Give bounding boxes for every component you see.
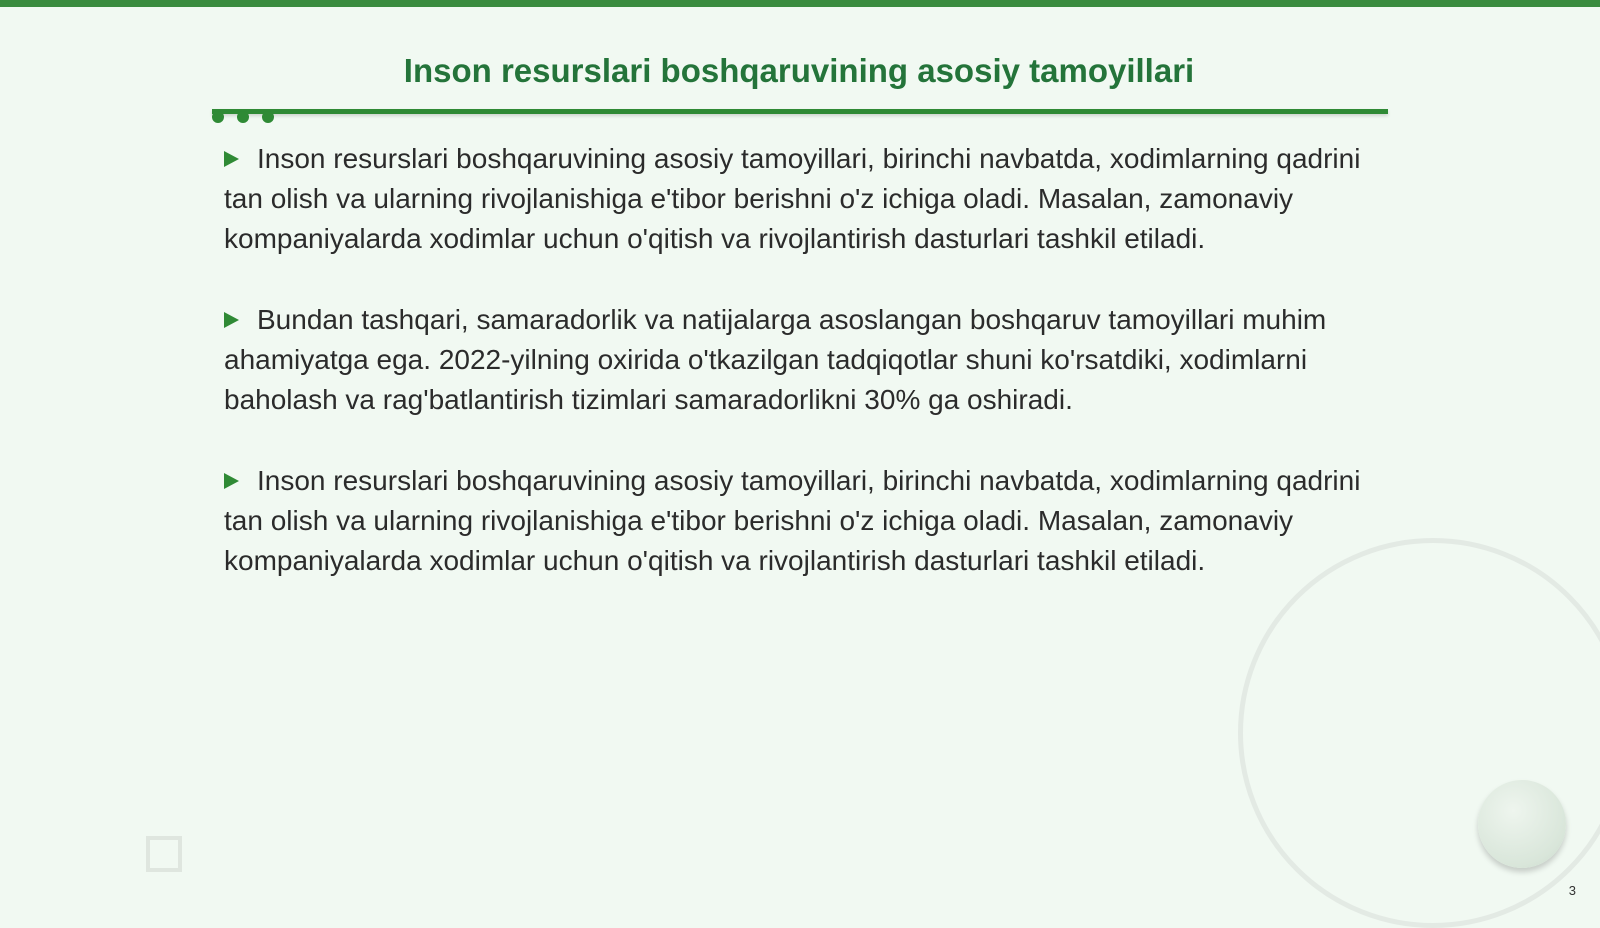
decorative-ring xyxy=(1238,538,1600,928)
title-decoration-dots xyxy=(212,111,282,127)
bullet-list xyxy=(224,139,1394,622)
decoration-dot xyxy=(237,111,249,123)
bullet-text: Bundan tashqari, samaradorlik va natijalarga asoslangan boshqaruv tamoyillari muhim ahamiyatga ega. 2022-yilning oxirida o'tkazilgan tadqiqotlar shuni ko'rsatdiki, xodimlarni baholash va rag'batlantirish tizimlari samaradorlikni 30% ga oshiradi. xyxy=(224,304,1327,415)
decoration-dot xyxy=(212,111,224,123)
decoration-dot xyxy=(262,111,274,123)
triangle-right-icon xyxy=(224,151,239,167)
decorative-square xyxy=(146,836,182,872)
page-number: 3 xyxy=(1568,883,1576,898)
top-accent-bar xyxy=(0,0,1600,7)
bullet-text: Inson resurslari boshqaruvining asosiy tamoyillari, birinchi navbatda, xodimlarning qadrini tan olish va ularning rivojlanishiga e'tibor berishni o'z ichiga oladi. Masalan, zamonaviy kompaniyalarda xodimlar uchun o'qitish va rivojlantirish dasturlari tashkil etiladi. xyxy=(224,465,1361,576)
decorative-circle xyxy=(1478,780,1566,868)
bullet-text: Inson resurslari boshqaruvining asosiy tamoyillari, birinchi navbatda, xodimlarning qadrini tan olish va ularning rivojlanishiga e'tibor berishni o'z ichiga oladi. Masalan, zamonaviy kompaniyalarda xodimlar uchun o'qitish va rivojlantirish dasturlari tashkil etiladi. xyxy=(224,143,1361,254)
slide-title: Inson resurslari boshqaruvining asosiy tamoyillari xyxy=(403,52,1195,89)
bullet-item xyxy=(224,300,1394,420)
title-underline xyxy=(212,109,1388,114)
triangle-right-icon xyxy=(224,312,239,328)
triangle-right-icon xyxy=(224,473,239,489)
bullet-item xyxy=(224,461,1394,581)
bullet-item xyxy=(224,139,1394,259)
